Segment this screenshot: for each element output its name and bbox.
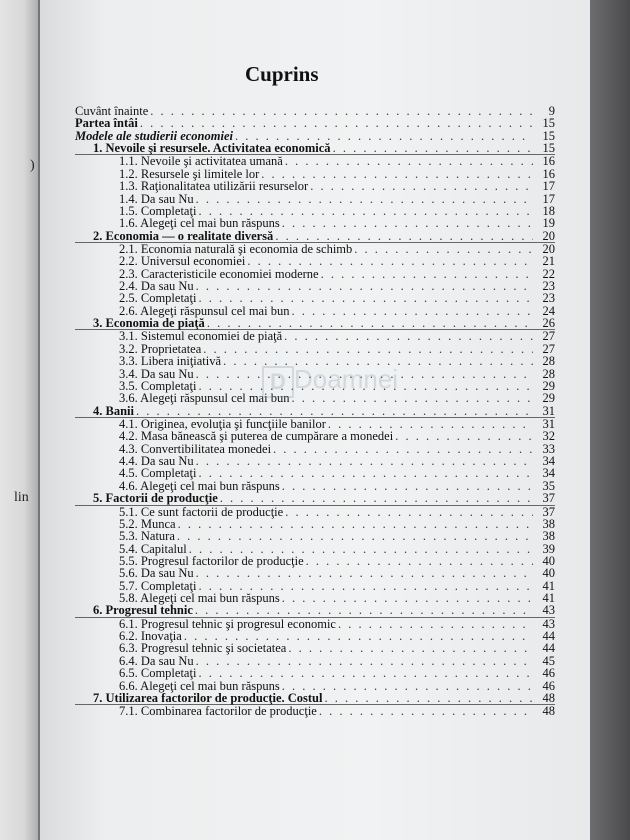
toc-leader-dots (201, 343, 533, 355)
toc-entry-page: 43 (542, 616, 555, 631)
toc-entry (75, 692, 555, 705)
toc-entry (75, 642, 555, 654)
toc-leader-dots (138, 117, 533, 129)
background-edge (590, 0, 630, 840)
toc-entry-page: 48 (542, 690, 555, 705)
toc-entry-label: 4. Banii (93, 403, 134, 418)
toc-entry-label: Partea întâi (75, 116, 138, 131)
toc-entry-label: 3.3. Libera iniţiativă (119, 354, 222, 369)
toc-entry (75, 155, 555, 167)
toc-entry-page: 41 (542, 591, 555, 606)
toc-entry-label: 6.4. Da sau Nu (119, 653, 194, 668)
toc-entry-label: 5.8. Alegeţi cel mai bun răspuns (119, 591, 280, 606)
toc-leader-dots (352, 243, 533, 255)
toc-entry-label: 1.6. Alegeţi cel mai bun răspuns (119, 216, 280, 231)
toc-entry (75, 705, 555, 717)
toc-entry (75, 105, 555, 117)
toc-entry-page: 33 (542, 441, 555, 456)
toc-entry-page: 35 (542, 478, 555, 493)
previous-page-fragment: lin (14, 490, 29, 505)
toc-entry (75, 142, 555, 155)
toc-entry-page: 22 (542, 266, 555, 281)
toc-entry-page: 28 (542, 354, 555, 369)
toc-leader-dots (319, 268, 533, 280)
watermark-logo (262, 360, 422, 420)
toc-entry-page: 41 (542, 578, 555, 593)
toc-entry (75, 292, 555, 304)
toc-entry-label: 6.6. Alegeţi cel mai bun răspuns (119, 678, 280, 693)
toc-leader-dots (304, 555, 533, 567)
toc-entry (75, 492, 555, 505)
toc-entry-page: 17 (542, 191, 555, 206)
toc-entry-label: 4.4. Da sau Nu (119, 454, 194, 469)
toc-entry-page: 18 (542, 203, 555, 218)
toc-entry-page: 34 (542, 466, 555, 481)
toc-leader-dots (193, 604, 533, 616)
toc-leader-dots (176, 518, 533, 530)
toc-leader-dots (196, 292, 533, 304)
toc-entry (75, 667, 555, 679)
toc-leader-dots (175, 530, 533, 542)
toc-entry (75, 255, 555, 267)
toc-entry-label: Modele ale studierii economiei (75, 128, 233, 143)
toc-entry-label: 7. Utilizarea factorilor de producţie. Costul (93, 690, 323, 705)
toc-entry-label: 6.1. Progresul tehnic şi progresul economic (119, 616, 336, 631)
toc-entry-label: 6.2. Inovaţia (119, 629, 182, 644)
toc-entry (75, 604, 555, 617)
toc-entry-label: 1.5. Completaţi (119, 203, 197, 218)
toc-entry-label: 3.1. Sistemul economiei de piaţă (119, 329, 283, 344)
toc-leader-dots (196, 467, 533, 479)
toc-entry-page: 45 (542, 653, 555, 668)
toc-entry-page: 28 (542, 366, 555, 381)
toc-leader-dots (280, 217, 533, 229)
toc-entry-page: 23 (542, 279, 555, 294)
toc-entry (75, 430, 555, 442)
toc-entry-page: 44 (542, 629, 555, 644)
toc-leader-dots (271, 443, 533, 455)
toc-entry-page: 40 (542, 566, 555, 581)
watermark-text: Doamnei (294, 364, 399, 394)
toc-entry-page: 15 (542, 141, 555, 156)
toc-entry-page: 16 (542, 154, 555, 169)
toc-entry-page: 20 (542, 228, 555, 243)
toc-leader-dots (245, 255, 533, 267)
toc-entry (75, 567, 555, 579)
toc-entry-label: 5.3. Natura (119, 529, 175, 544)
toc-entry-page: 20 (542, 241, 555, 256)
toc-entry-label: 4.2. Masa bănească şi puterea de cumpărare a monedei (119, 429, 394, 444)
toc-entry (75, 467, 555, 479)
toc-entry-label: 5.7. Completaţi (119, 578, 197, 593)
toc-entry-label: 2.5. Completaţi (119, 291, 197, 306)
toc-leader-dots (194, 193, 533, 205)
toc-entry-page: 43 (542, 603, 555, 618)
toc-leader-dots (194, 567, 533, 579)
toc-entry-label: Cuvânt înainte (75, 104, 149, 118)
toc-entry-page: 46 (542, 678, 555, 693)
toc-entry-label: 1.1. Nevoile şi activitatea umană (119, 154, 283, 169)
toc-leader-dots (280, 592, 533, 604)
toc-leader-dots (336, 618, 533, 630)
toc-entry-label: 3.2. Proprietatea (119, 341, 202, 356)
toc-entry-label: 2.3. Caracteristicile economiei moderne (119, 266, 319, 281)
toc-entry-page: 31 (542, 403, 555, 418)
toc-entry (75, 180, 555, 192)
toc-entry-label: 1. Nevoile şi resursele. Activitatea economică (93, 141, 331, 156)
toc-entry-page: 38 (542, 516, 555, 531)
toc-entry-page: 31 (542, 416, 555, 431)
toc-entry-label: 2.2. Universul economiei (119, 254, 246, 269)
toc-entry-label: 2. Economia — o realitate diversă (93, 228, 274, 243)
toc-entry-label: 4.5. Completaţi (119, 466, 197, 481)
toc-entry-page: 27 (542, 341, 555, 356)
toc-entry-page: 32 (542, 429, 555, 444)
toc-entry-page: 23 (542, 291, 555, 306)
toc-entry-label: 5.5. Progresul factorilor de producţie (119, 553, 304, 568)
toc-entry-page: 39 (542, 541, 555, 556)
toc-entry-label: 3.5. Completaţi (119, 378, 197, 393)
toc-entry (75, 317, 555, 330)
toc-leader-dots (308, 180, 533, 192)
toc-entry-label: 1.3. Raţionalitatea utilizării resurselor (119, 179, 309, 194)
toc-leader-dots (289, 305, 533, 317)
toc-entry-page: 29 (542, 391, 555, 406)
toc-leader-dots (286, 642, 533, 654)
toc-entry-label: 3.4. Da sau Nu (119, 366, 194, 381)
toc-entry-page: 38 (542, 529, 555, 544)
toc-leader-dots (283, 155, 533, 167)
toc-leader-dots (205, 317, 533, 329)
toc-entry (75, 530, 555, 542)
toc-leader-dots (282, 330, 533, 342)
toc-entry (75, 230, 555, 243)
toc-entry-page: 19 (542, 216, 555, 231)
toc-leader-dots (273, 230, 533, 242)
toc-leader-dots (331, 142, 533, 154)
toc-entry-label: 1.4. Da sau Nu (119, 191, 194, 206)
previous-page-edge (0, 0, 40, 840)
toc-entry-page: 21 (542, 254, 555, 269)
previous-page-fragment: ) (30, 158, 35, 173)
toc-entry-label: 7.1. Combinarea factorilor de producţie (119, 704, 317, 719)
toc-leader-dots (393, 430, 533, 442)
toc-entry-page: 27 (542, 329, 555, 344)
toc-entry-label: 3. Economia de piaţă (93, 316, 205, 331)
toc-entry-page: 16 (542, 166, 555, 181)
toc-entry-page: 15 (542, 116, 555, 131)
toc-leader-dots (148, 105, 533, 117)
toc-entry (75, 117, 555, 129)
toc-entry-label: 5. Factorii de producţie (93, 491, 218, 506)
toc-entry-label: 2.6. Alegeţi răspunsul cel mai bun (119, 303, 290, 318)
toc-entry-label: 2.1. Economia naturală şi economia de schimb (119, 241, 353, 256)
toc-entry-label: 5.6. Da sau Nu (119, 566, 194, 581)
toc-entry-label: 4.3. Convertibilitatea monedei (119, 441, 272, 456)
toc-entry-page: 37 (542, 504, 555, 519)
toc-leader-dots (196, 667, 533, 679)
toc-leader-dots (317, 705, 533, 717)
watermark-mark: D (262, 366, 294, 398)
toc-entry-label: 6.3. Progresul tehnic şi societatea (119, 641, 287, 656)
toc-leader-dots (194, 455, 533, 467)
toc-entry-label: 4.1. Originea, evoluţia şi funcţiile banilor (119, 416, 326, 431)
toc-entry-page: 37 (542, 491, 555, 506)
toc-entry-label: 6. Progresul tehnic (93, 603, 193, 618)
page-title: Cuprins (245, 62, 319, 86)
toc-leader-dots (322, 692, 533, 704)
toc-entry-page: 26 (542, 316, 555, 331)
toc-entry-label: 1.2. Resursele şi limitele lor (119, 166, 260, 181)
toc-entry-page: 15 (542, 128, 555, 143)
toc-entry-page: 40 (542, 553, 555, 568)
toc-entry-label: 5.1. Ce sunt factorii de producţie (119, 504, 284, 519)
toc-entry-label: 4.6. Alegeţi cel mai bun răspuns (119, 478, 280, 493)
toc-entry-label: 5.4. Capitalul (119, 541, 187, 556)
toc-leader-dots (283, 506, 533, 518)
toc-entry-page: 29 (542, 378, 555, 393)
toc-entry (75, 506, 555, 518)
toc-entry-page: 24 (542, 303, 555, 318)
toc-entry-label: 5.2. Munca (119, 516, 176, 531)
toc-leader-dots (194, 655, 533, 667)
toc-entry (75, 217, 555, 229)
toc-entry-page: 34 (542, 454, 555, 469)
toc-entry (75, 330, 555, 342)
toc-entry-label: 6.5. Completaţi (119, 666, 197, 681)
toc-leader-dots (194, 280, 533, 292)
toc-entry-page: 46 (542, 666, 555, 681)
toc-entry-label: 3.6. Alegeţi răspunsul cel mai bun (119, 391, 290, 406)
toc-entry-page: 48 (542, 704, 555, 719)
toc-leader-dots (218, 492, 533, 504)
toc-entry-page: 17 (542, 179, 555, 194)
toc-entry-page: 44 (542, 641, 555, 656)
toc-entry-page: 9 (548, 104, 555, 118)
toc-leader-dots (280, 480, 533, 492)
toc-entry-label: 2.4. Da sau Nu (119, 279, 194, 294)
